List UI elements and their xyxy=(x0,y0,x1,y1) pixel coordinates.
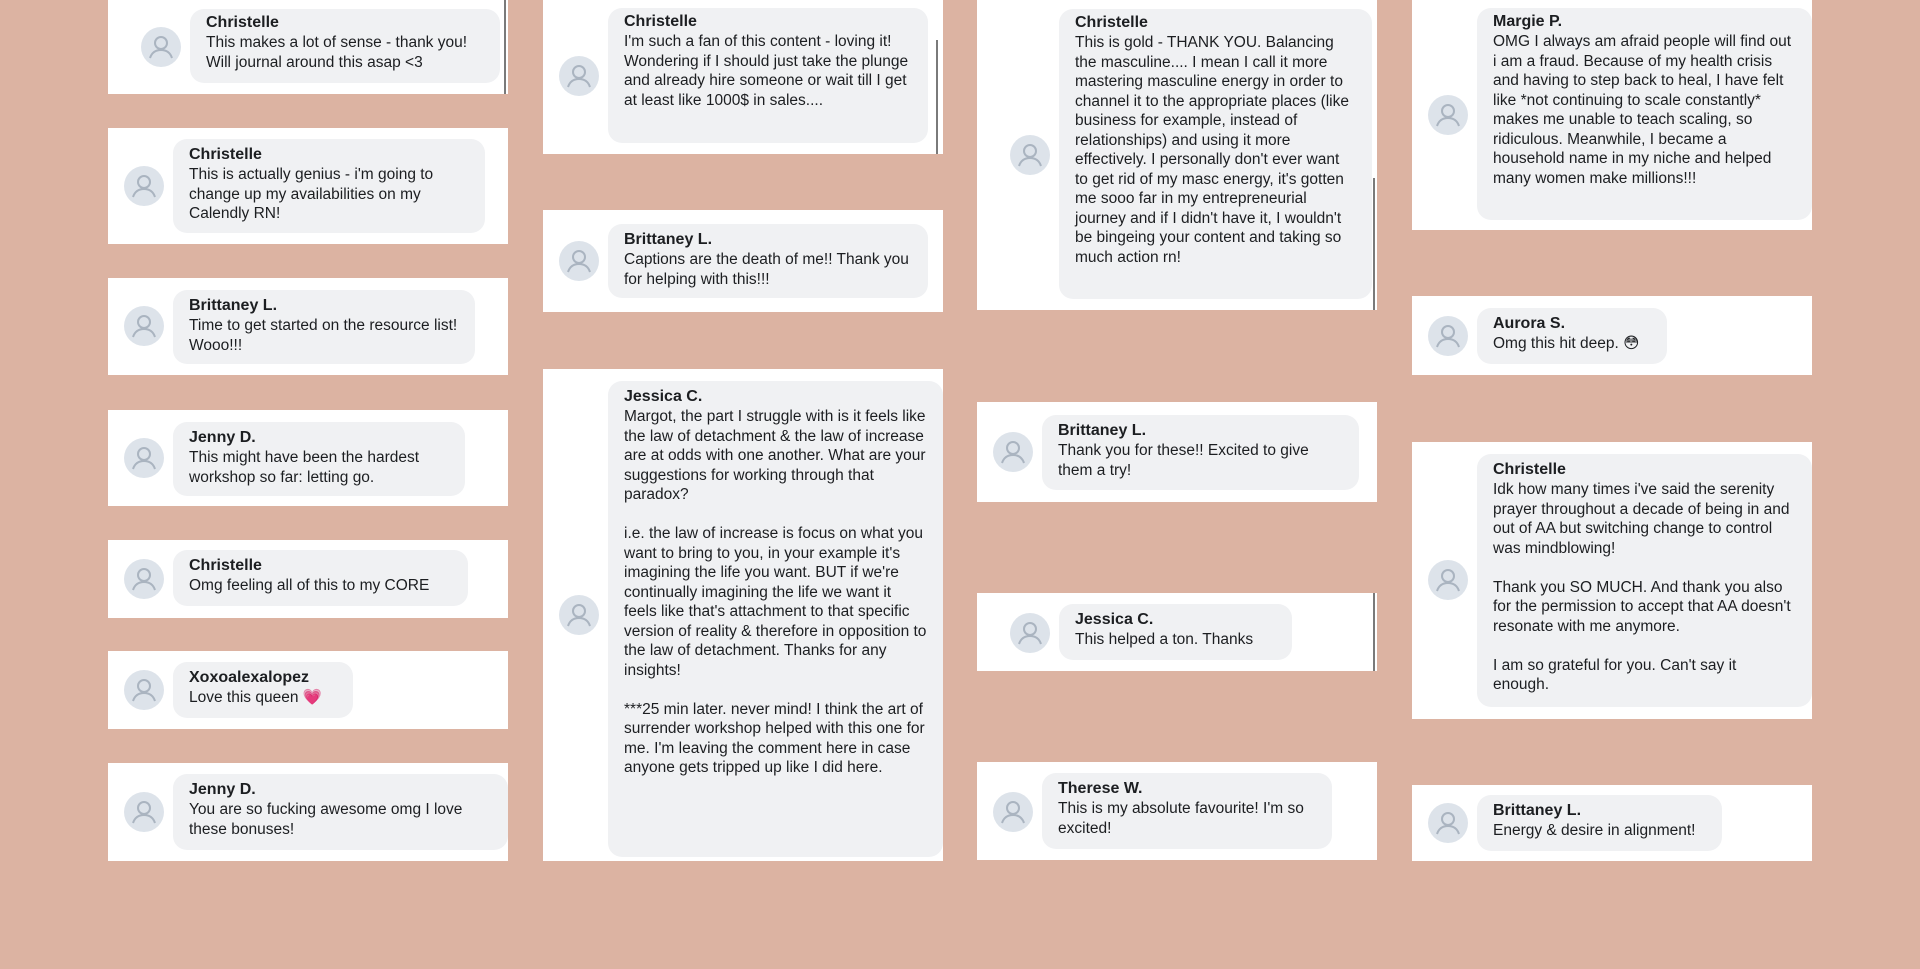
avatar[interactable] xyxy=(559,56,599,96)
comment-bubble xyxy=(1477,8,1812,220)
comment-bubble xyxy=(173,550,468,606)
comment-author[interactable]: Aurora S. xyxy=(1493,315,1566,332)
avatar[interactable] xyxy=(124,792,164,832)
comment-author[interactable]: Christelle xyxy=(1075,14,1148,31)
avatar[interactable] xyxy=(1428,803,1468,843)
comment-author[interactable]: Christelle xyxy=(1493,461,1566,478)
comment-author[interactable]: Jessica C. xyxy=(1075,611,1154,628)
avatar[interactable] xyxy=(993,432,1033,472)
comment-text: Omg this hit deep. 😳 xyxy=(1493,335,1640,352)
comment-bubble xyxy=(1042,773,1332,849)
comment-card xyxy=(543,210,943,312)
comment-card xyxy=(977,593,1377,671)
comment-text: Captions are the death of me!! Thank you for helping with this!!! xyxy=(624,251,909,288)
comment-author[interactable]: Christelle xyxy=(206,14,279,31)
comment-bubble xyxy=(1059,9,1372,299)
comment-card xyxy=(977,0,1377,310)
comment-author[interactable]: Jessica C. xyxy=(624,388,703,405)
comment-bubble xyxy=(173,139,485,233)
comment-bubble xyxy=(608,8,928,143)
comment-card xyxy=(543,369,943,861)
comment-bubble xyxy=(1059,604,1292,660)
comment-text: OMG I always am afraid people will find out i am a fraud. Because of my health crisis and having to step back to heal, I have felt like *not continuing to scale constantly* makes me unable to teach scaling, so ridiculous. Meanwhile, I became a household name in my niche and helped many women make millions!!! xyxy=(1493,33,1792,187)
comment-text: I'm such a fan of this content - loving it! Wondering if I should just take the plunge and already hire someone or wait till I get at least like 1000$ in sales.... xyxy=(624,33,909,109)
comment-author[interactable]: Christelle xyxy=(189,146,262,163)
avatar[interactable] xyxy=(559,241,599,281)
comment-author[interactable]: Jenny D. xyxy=(189,781,256,798)
avatar[interactable] xyxy=(1010,613,1050,653)
comment-card xyxy=(977,402,1377,502)
comment-text: Thank you for these!! Excited to give them a try! xyxy=(1058,442,1309,479)
comment-author[interactable]: Christelle xyxy=(189,557,262,574)
comment-author[interactable]: Margie P. xyxy=(1493,13,1563,30)
scrollbar xyxy=(1373,178,1375,310)
comment-text: This is gold - THANK YOU. Balancing the masculine.... I mean I call it more mastering masculine energy in order to channel it to the appropriate places (like business for example, instead of relationships) and using it more effectively. I personally don't ever want to get rid of my masc energy, it's gotten me sooo far in my entrepreneurial journey and if I didn't have it, I wouldn't be bingeing your content and taking so much action rn! xyxy=(1075,34,1349,266)
comment-author[interactable]: Jenny D. xyxy=(189,429,256,446)
avatar[interactable] xyxy=(124,670,164,710)
comment-text: This might have been the hardest workshop so far: letting go. xyxy=(189,449,420,486)
comment-card xyxy=(108,763,508,861)
comment-text: Energy & desire in alignment! xyxy=(1493,822,1696,839)
comment-author[interactable]: Brittaney L. xyxy=(1493,802,1582,819)
comment-card xyxy=(108,410,508,506)
avatar[interactable] xyxy=(141,27,181,67)
comment-bubble xyxy=(1477,308,1667,364)
comment-bubble xyxy=(1477,795,1722,851)
comment-bubble xyxy=(1042,415,1359,490)
comment-text: This makes a lot of sense - thank you! Will journal around this asap <3 xyxy=(206,34,468,71)
comment-author[interactable]: Xoxoalexalopez xyxy=(189,669,310,686)
avatar[interactable] xyxy=(1428,560,1468,600)
comment-text: This helped a ton. Thanks xyxy=(1075,631,1254,648)
comment-text: You are so fucking awesome omg I love these bonuses! xyxy=(189,801,463,838)
comment-text: Idk how many times i've said the serenity prayer throughout a decade of being in and out of AA but switching change to control was mindblowing! Thank you SO MUCH. And thank you also for the permission to accept that AA doesn't resonate with me anymore. I am so grateful for you. Can't say it enough. xyxy=(1493,481,1791,693)
comment-text: Love this queen 💗 xyxy=(189,689,323,706)
comment-author[interactable]: Therese W. xyxy=(1058,780,1143,797)
comment-card xyxy=(108,0,508,94)
comment-text: Time to get started on the resource list! Wooo!!! xyxy=(189,317,458,354)
comment-card xyxy=(1412,0,1812,230)
comment-bubble xyxy=(173,774,508,850)
comment-card xyxy=(108,128,508,244)
avatar[interactable] xyxy=(559,595,599,635)
avatar[interactable] xyxy=(124,438,164,478)
comment-card xyxy=(108,651,508,729)
comment-author[interactable]: Brittaney L. xyxy=(1058,422,1147,439)
comment-author[interactable]: Christelle xyxy=(624,13,697,30)
comment-bubble xyxy=(173,422,465,496)
comment-bubble xyxy=(173,290,475,364)
comment-bubble xyxy=(608,224,928,298)
comment-card xyxy=(108,278,508,375)
comment-author[interactable]: Brittaney L. xyxy=(189,297,278,314)
comment-card xyxy=(543,0,943,154)
comment-bubble xyxy=(1477,454,1812,707)
avatar[interactable] xyxy=(993,792,1033,832)
comment-card xyxy=(108,540,508,618)
avatar[interactable] xyxy=(124,306,164,346)
scrollbar xyxy=(1373,593,1375,671)
avatar[interactable] xyxy=(124,166,164,206)
comment-bubble xyxy=(608,381,943,857)
comment-card xyxy=(1412,785,1812,861)
comment-text: Omg feeling all of this to my CORE xyxy=(189,577,430,594)
comment-bubble xyxy=(190,9,500,83)
comment-bubble xyxy=(173,662,353,718)
comment-text: This is actually genius - i'm going to change up my availabilities on my Calendly RN! xyxy=(189,166,434,222)
avatar[interactable] xyxy=(1428,316,1468,356)
comment-text: Margot, the part I struggle with is it feels like the law of detachment & the law of increase are at odds with one another. What are your suggestions for working through that paradox? i.e. the law of increase is focus on what you want to bring to you, in your example it's imagining the life you want. BUT if we're continually imagining the life we want it feels like that's attachment to that specific version of reality & therefore in opposition to the law of detachment. Thanks for any insights! ***25 min later. never mind! I think the art of surrender workshop helped with this one for me. I'm leaving the comment here in case anyone gets tripped up like I did here. xyxy=(624,408,927,776)
avatar[interactable] xyxy=(124,559,164,599)
comment-card xyxy=(1412,442,1812,719)
scrollbar xyxy=(936,40,938,154)
avatar[interactable] xyxy=(1010,135,1050,175)
comment-author[interactable]: Brittaney L. xyxy=(624,231,713,248)
comment-card xyxy=(1412,296,1812,375)
comment-text: This is my absolute favourite! I'm so excited! xyxy=(1058,800,1304,837)
avatar[interactable] xyxy=(1428,95,1468,135)
comment-card xyxy=(977,762,1377,860)
scrollbar xyxy=(504,0,506,94)
